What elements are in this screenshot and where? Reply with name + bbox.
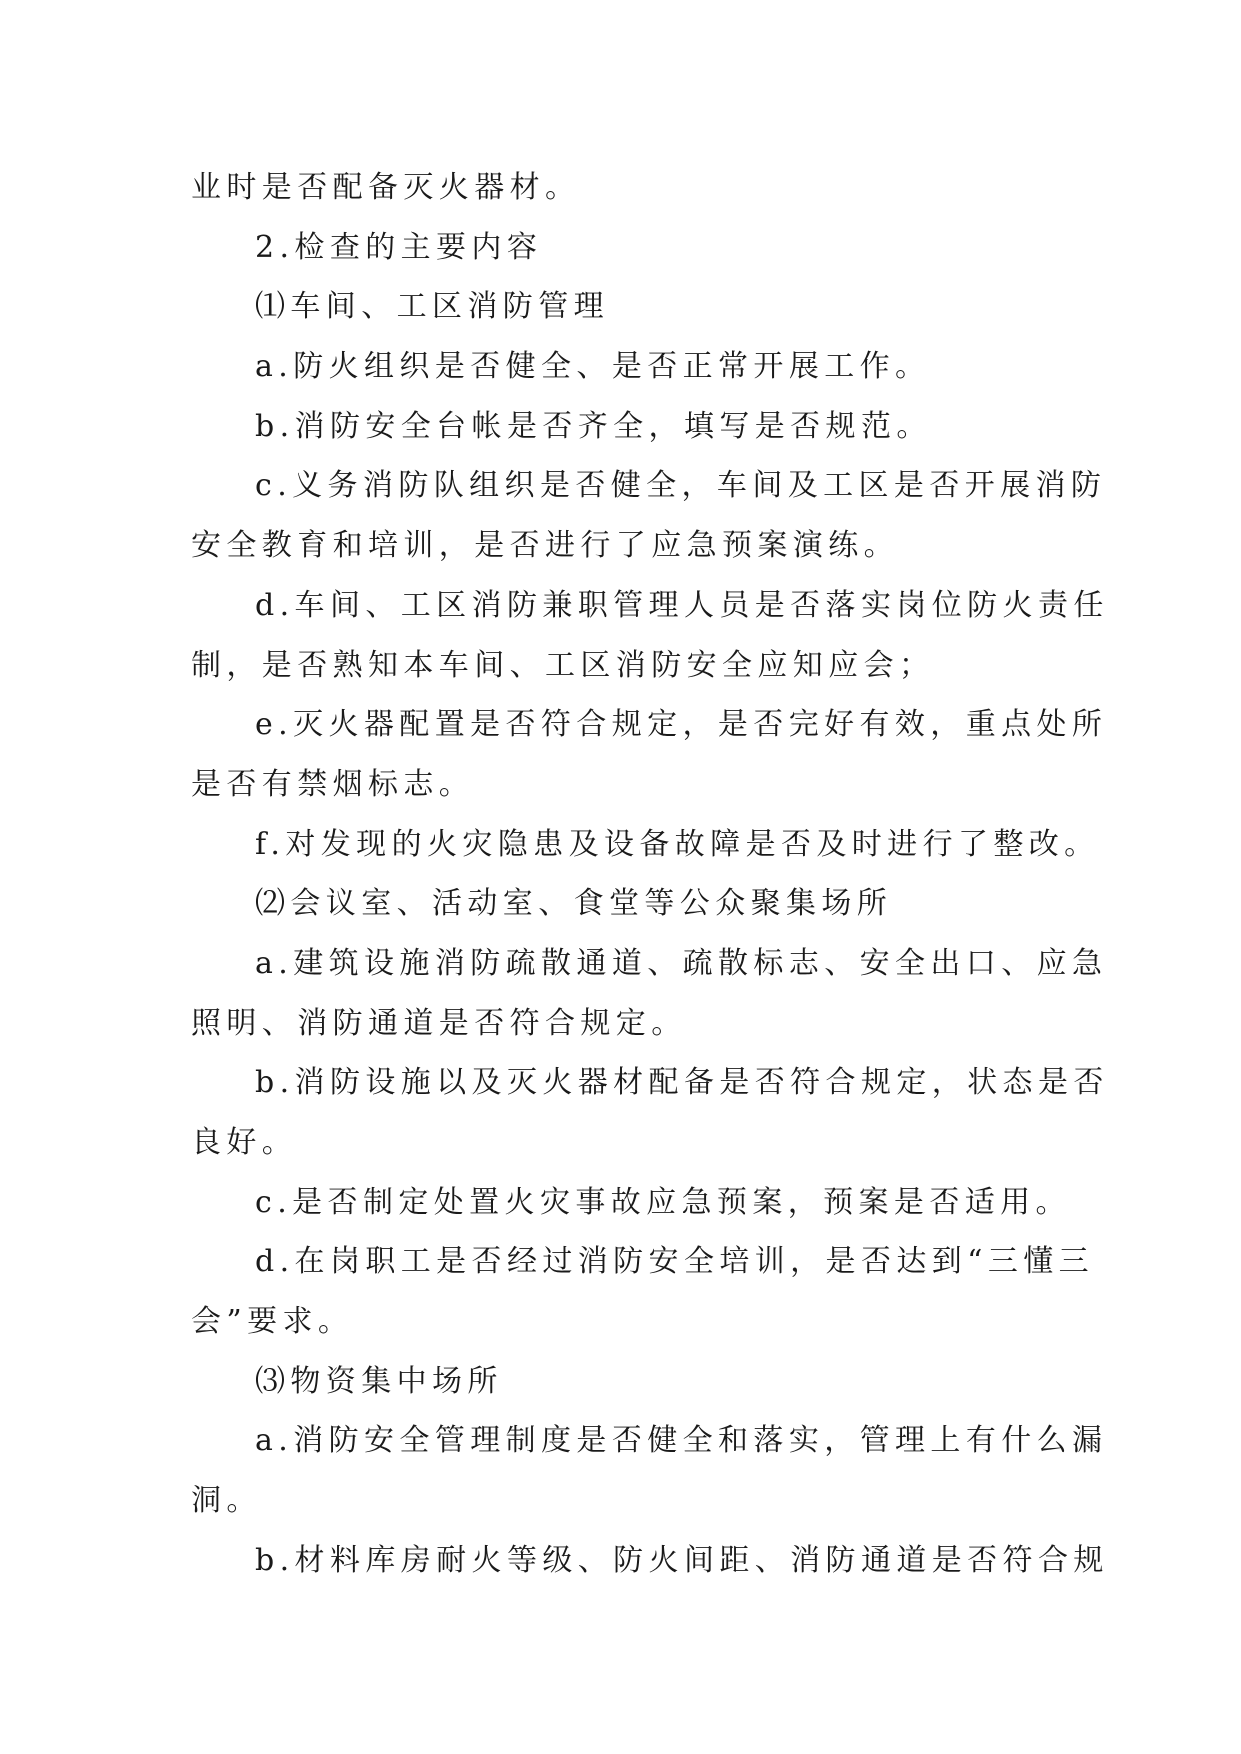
text-line: 洞。 [191, 1483, 262, 1519]
list-item: c.义务消防队组织是否健全，车间及工区是否开展消防 [255, 468, 1107, 504]
subsection-heading: ⑶物资集中场所 [255, 1363, 503, 1399]
list-item: a.防火组织是否健全、是否正常开展工作。 [255, 349, 931, 385]
list-item: e.灭火器配置是否符合规定，是否完好有效，重点处所 [255, 707, 1108, 743]
subsection-heading: ⑵会议室、活动室、食堂等公众聚集场所 [255, 886, 893, 922]
list-item: b.消防设施以及灭火器材配备是否符合规定，状态是否 [255, 1065, 1109, 1101]
subsection-heading: ⑴车间、工区消防管理 [255, 289, 609, 325]
text-line: 是否有禁烟标志。 [191, 766, 475, 802]
list-item: a.消防安全管理制度是否健全和落实，管理上有什么漏 [255, 1423, 1108, 1459]
list-item: b.材料库房耐火等级、防火间距、消防通道是否符合规 [255, 1542, 1109, 1578]
list-item: a.建筑设施消防疏散通道、疏散标志、安全出口、应急 [255, 945, 1108, 981]
list-item: f.对发现的火灾隐患及设备故障是否及时进行了整改。 [255, 826, 1100, 862]
text-line: 安全教育和培训，是否进行了应急预案演练。 [191, 528, 899, 564]
section-heading: 2.检查的主要内容 [255, 229, 543, 265]
text-line: 良好。 [191, 1125, 298, 1160]
list-item: d.在岗职工是否经过消防安全培训，是否达到“三懂三 [255, 1244, 1095, 1280]
list-item: d.车间、工区消防兼职管理人员是否落实岗位防火责任 [255, 587, 1109, 623]
text-line: 照明、消防通道是否符合规定。 [191, 1005, 687, 1041]
text-line: 制，是否熟知本车间、工区消防安全应知应会； [191, 647, 935, 683]
text-line: 业时是否配备灭火器材。 [191, 170, 581, 205]
list-item: b.消防安全台帐是否齐全，填写是否规范。 [255, 408, 932, 444]
text-line: 会”要求。 [191, 1304, 354, 1340]
list-item: c.是否制定处置火灾事故应急预案，预案是否适用。 [255, 1184, 1071, 1220]
document-body [191, 158, 1109, 1591]
